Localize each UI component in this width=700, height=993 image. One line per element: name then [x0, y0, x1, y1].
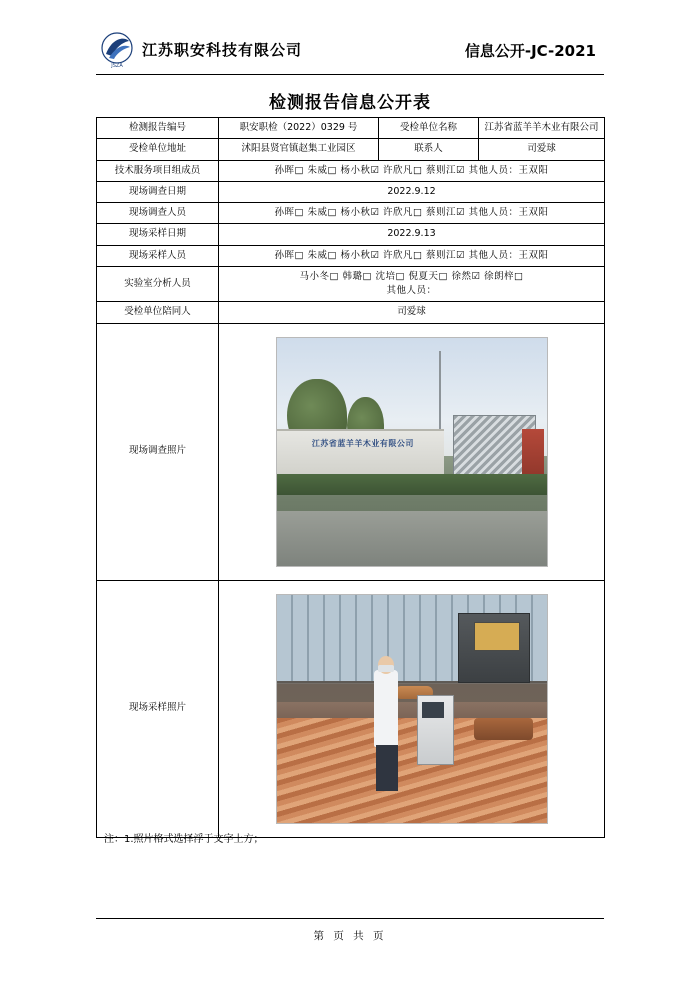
- photo-worker-mask: [378, 665, 394, 672]
- escort-label: 受检单位陪同人: [97, 302, 219, 323]
- sample-staff-value: 孙晖□ 朱威□ 杨小秋☑ 许欣凡□ 蔡则江☑ 其他人员：王双阳: [219, 245, 605, 266]
- page-title: 检测报告信息公开表: [269, 93, 431, 113]
- photo-hedge: [277, 474, 547, 495]
- photo-road: [277, 511, 547, 566]
- client-addr-label: 受检单位地址: [97, 139, 219, 160]
- sample-date-label: 现场采样日期: [97, 224, 219, 245]
- photo-wall-sign-text: 江苏省蓝羊羊木业有限公司: [311, 438, 414, 448]
- company-name: 江苏职安科技有限公司: [142, 40, 303, 59]
- table-row: [97, 266, 605, 302]
- team-value: 孙晖□ 朱威□ 杨小秋☑ 许欣凡□ 蔡则江☑ 其他人员：王双阳: [219, 160, 605, 181]
- client-addr-value: 沭阳县贤官镇赵集工业园区: [219, 139, 379, 160]
- contact-label: 联系人: [379, 139, 479, 160]
- survey-date-label: 现场调查日期: [97, 181, 219, 202]
- site-survey-photo: [276, 337, 548, 567]
- sampling-photo: [276, 594, 548, 824]
- company-logo-block: [96, 28, 302, 70]
- photo-instrument-screen: [422, 702, 444, 718]
- lab-staff-value: [219, 266, 605, 302]
- lab-staff-line-2: 其他人员：: [386, 285, 437, 296]
- table-row: [97, 181, 605, 202]
- table-row-photo-survey: [97, 323, 605, 580]
- report-no-value: 职安职检（2022）0329 号: [219, 118, 379, 139]
- client-name-label: 受检单位名称: [379, 118, 479, 139]
- lab-staff-line-1: 马小冬□ 韩璐□ 沈培□ 倪夏天□ 徐然☑ 徐朗梓□: [299, 270, 524, 282]
- photo2-cell: [219, 580, 605, 837]
- page-number: 第 页 共 页: [313, 930, 387, 942]
- photo1-cell: [219, 323, 605, 580]
- photo1-label: 现场调查照片: [97, 323, 219, 580]
- header-divider: [96, 74, 604, 75]
- sample-staff-label: 现场采样人员: [97, 245, 219, 266]
- info-table: [96, 117, 605, 838]
- photo-machine-panel: [474, 622, 519, 651]
- photo-factory-wall: [277, 429, 444, 481]
- table-row: [97, 118, 605, 139]
- table-row: [97, 203, 605, 224]
- table-row-photo-sampling: [97, 580, 605, 837]
- contact-value: 司爱球: [479, 139, 605, 160]
- company-logo-icon: [96, 28, 138, 70]
- table-row: [97, 139, 605, 160]
- photo-roller: [474, 718, 533, 741]
- team-label: 技术服务项目组成员: [97, 160, 219, 181]
- survey-staff-label: 现场调查人员: [97, 203, 219, 224]
- survey-staff-value: 孙晖□ 朱威□ 杨小秋☑ 许欣凡□ 蔡则江☑ 其他人员：王双阳: [219, 203, 605, 224]
- photo-worker-body: [374, 670, 398, 748]
- photo2-label: 现场采样照片: [97, 580, 219, 837]
- client-name-value: 江苏省蓝羊羊木业有限公司: [479, 118, 605, 139]
- document-code: 信息公开-JC-2021: [464, 42, 596, 60]
- document-header: [96, 28, 604, 74]
- survey-date-value: 2022.9.12: [219, 181, 605, 202]
- report-no-label: 检测报告编号: [97, 118, 219, 139]
- photo-worker-legs: [376, 745, 398, 791]
- lab-staff-label: 实验室分析人员: [97, 266, 219, 302]
- sample-date-value: 2022.9.13: [219, 224, 605, 245]
- table-row: [97, 302, 605, 323]
- svg-text:JSZA: JSZA: [111, 63, 123, 69]
- footnote: 注：1.照片格式选择浮于文字上方；: [104, 834, 264, 845]
- table-row: [97, 160, 605, 181]
- table-row: [97, 245, 605, 266]
- table-row: [97, 224, 605, 245]
- footer-divider: [96, 918, 604, 919]
- escort-value: 司爱球: [219, 302, 605, 323]
